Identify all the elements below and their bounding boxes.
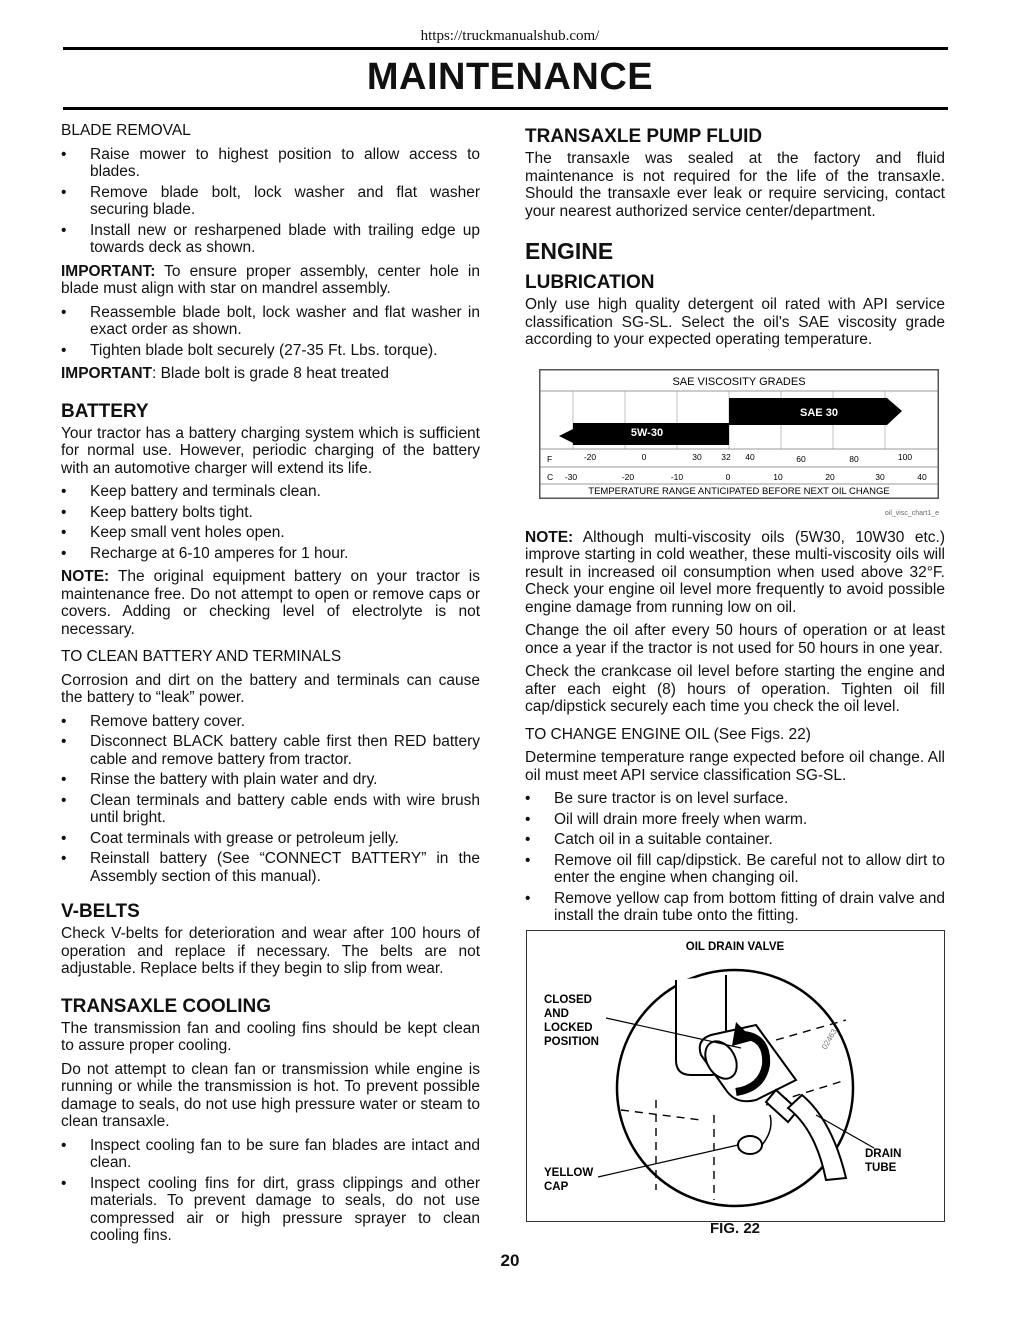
svg-text:TUBE: TUBE — [865, 1162, 897, 1174]
list-item: • Tighten blade bolt securely (27-35 Ft. Lbs. torque). — [61, 342, 480, 360]
c-tick: -10 — [670, 471, 684, 482]
c-tick: 10 — [773, 471, 783, 482]
viscosity-chart-code: oil_visc_chart1_e — [884, 510, 939, 517]
blade-removal-heading: BLADE REMOVAL — [61, 122, 191, 139]
change-oil-intro: Determine temperature range expected before oil change. All oil must meet API service classification SG-SL. — [525, 749, 945, 784]
svg-text:CLOSED: CLOSED — [544, 994, 592, 1006]
viscosity-chart-graphic — [539, 369, 939, 499]
list-item: • Rinse the battery with plain water and dry. — [61, 771, 480, 789]
list-item: • Oil will drain more freely when warm. — [525, 811, 945, 829]
battery-intro: Your tractor has a battery charging system which is sufficient for normal use. However, periodic charging of the battery with an automotive charger will extend its life. — [61, 424, 480, 477]
battery-note: NOTE: The original equipment battery on your tractor is maintenance free. Do not attempt to open or remove caps or covers. Adding or checking level of electrolyte is not necessary. — [61, 568, 480, 638]
c-tick: -20 — [621, 471, 635, 482]
svg-text:POSITION: POSITION — [544, 1036, 599, 1048]
transaxle-cooling-p1: The transmission fan and cooling fins should be kept clean to assure proper cooling. — [61, 1019, 480, 1054]
clean-battery-intro: Corrosion and dirt on the battery and terminals can cause the battery to “leak” power. — [61, 671, 480, 706]
change-oil-list — [525, 790, 945, 925]
oil-drain-illustration — [526, 930, 946, 1222]
oil-drain-figure — [526, 930, 946, 1227]
f-tick: -20 — [583, 451, 597, 462]
list-item: • Keep small vent holes open. — [61, 524, 480, 542]
list-item: • Remove battery cover. — [61, 713, 480, 731]
list-item: • Remove yellow cap from bottom fitting of drain valve and install the drain tube onto the fitting. — [525, 890, 945, 925]
list-item: • Keep battery and terminals clean. — [61, 483, 480, 501]
battery-list-2 — [61, 713, 480, 886]
figure-caption: FIG. 22 — [709, 1220, 761, 1237]
engine-note: NOTE: Although multi-viscosity oils (5W30, 10W30 etc.) improve starting in cold weather, these multi-viscosity oils will result in increased oil consumption when used above 32°F. Check your engine oil level more frequently to avoid possible engine damage from running low on oil. — [525, 528, 945, 616]
list-item: • Clean terminals and battery cable ends with wire brush until bright. — [61, 792, 480, 827]
c-tick: 30 — [875, 471, 885, 482]
lubrication-heading: LUBRICATION — [525, 272, 655, 293]
svg-text:CAP: CAP — [544, 1181, 569, 1193]
f-tick: 60 — [796, 453, 806, 464]
sae30-label: SAE 30 — [800, 406, 838, 419]
part-code: 02463 — [819, 1027, 839, 1051]
viscosity-chart-footer: TEMPERATURE RANGE ANTICIPATED BEFORE NEXT OIL CHANGE — [588, 485, 890, 497]
important-blade-alignment: IMPORTANT: To ensure proper assembly, center hole in blade must align with star on mandrel assembly. — [61, 262, 480, 297]
clean-battery-heading: TO CLEAN BATTERY AND TERMINALS — [61, 648, 342, 665]
list-item: • Remove oil fill cap/dipstick. Be careful not to allow dirt to enter the engine when changing oil. — [525, 852, 945, 887]
transaxle-cooling-heading: TRANSAXLE COOLING — [61, 995, 272, 1017]
left-column — [61, 122, 480, 1251]
yellow-cap — [738, 1136, 762, 1154]
f-tick: 32 — [721, 451, 731, 462]
c-tick: 40 — [917, 471, 927, 482]
transaxle-cooling-list — [61, 1137, 480, 1245]
c-label: C — [547, 471, 554, 482]
list-item: • Inspect cooling fins for dirt, grass clippings and other materials. To prevent damage to seals, do not use compressed air or high pressure sprayer to clean cooling fins. — [61, 1175, 480, 1245]
list-item: • Raise mower to highest position to allow access to blades. — [61, 146, 480, 181]
transaxle-cooling-p2: Do not attempt to clean fan or transmission while engine is running or while the transmission is hot. To prevent possible damage to seals, do not use high pressure water or steam to clean transaxle. — [61, 1060, 480, 1130]
vbelts-heading: V-BELTS — [61, 901, 140, 922]
f-tick: 0 — [641, 451, 647, 462]
f-tick: 80 — [849, 453, 859, 464]
pump-fluid-heading: TRANSAXLE PUMP FLUID — [525, 126, 763, 147]
lubrication-text: Only use high quality detergent oil rated with API service classification SG-SL. Select the oil's SAE viscosity grade according to your expected operating temperature. — [525, 296, 945, 348]
blade-removal-list-1 — [61, 146, 480, 257]
c-tick: 0 — [725, 471, 731, 482]
battery-heading: BATTERY — [61, 400, 149, 422]
list-item: • Install new or resharpened blade with trailing edge up towards deck as shown. — [61, 222, 480, 257]
list-item: • Remove blade bolt, lock washer and flat washer securing blade. — [61, 184, 480, 219]
svg-text:DRAIN: DRAIN — [865, 1148, 902, 1160]
5w30-label: 5W-30 — [630, 426, 664, 439]
oil-check-interval: Check the crankcase oil level before starting the engine and after each eight (8) hours of operation. Tighten oil fill cap/dipstick securely each time you check the oil level. — [525, 663, 945, 715]
svg-text:LOCKED: LOCKED — [544, 1022, 593, 1034]
battery-list-1 — [61, 483, 480, 562]
f-label: F — [547, 453, 553, 464]
change-oil-heading: TO CHANGE ENGINE OIL (See Figs. 22) — [525, 725, 811, 743]
list-item: • Disconnect BLACK battery cable first then RED battery cable and remove battery from tractor. — [61, 733, 480, 768]
source-url: https://truckmanualshub.com/ — [420, 28, 600, 44]
list-item: • Coat terminals with grease or petroleum jelly. — [61, 830, 480, 848]
blade-removal-list-2 — [61, 304, 480, 360]
list-item: • Be sure tractor is on level surface. — [525, 790, 945, 808]
list-item: • Recharge at 6-10 amperes for 1 hour. — [61, 545, 480, 563]
svg-text:AND: AND — [544, 1008, 569, 1020]
viscosity-chart-title: SAE VISCOSITY GRADES — [672, 375, 806, 388]
f-tick: 30 — [692, 451, 702, 462]
oil-change-interval: Change the oil after every 50 hours of operation or at least once a year if the tractor is not used for 50 hours in one year. — [525, 622, 945, 657]
page-title: MAINTENANCE — [366, 56, 654, 98]
list-item: • Keep battery bolts tight. — [61, 504, 480, 522]
important-blade-grade: IMPORTANT: Blade bolt is grade 8 heat treated — [61, 365, 389, 382]
c-tick: -30 — [564, 471, 578, 482]
pump-fluid-text: The transaxle was sealed at the factory and fluid maintenance is not required for the life of the transaxle. Should the transaxle ever leak or require servicing, contact your nearest authorized service center/department. — [525, 150, 945, 220]
viscosity-chart — [525, 355, 945, 523]
page-number: 20 — [500, 1251, 520, 1270]
f-tick: 40 — [745, 451, 755, 462]
list-item: • Reinstall battery (See “CONNECT BATTERY” in the Assembly section of this manual). — [61, 850, 480, 885]
engine-heading: ENGINE — [525, 238, 614, 264]
svg-text:YELLOW: YELLOW — [544, 1167, 594, 1179]
c-tick: 20 — [825, 471, 835, 482]
list-item: • Inspect cooling fan to be sure fan blades are intact and clean. — [61, 1137, 480, 1172]
list-item: • Reassemble blade bolt, lock washer and flat washer in exact order as shown. — [61, 304, 480, 339]
title-rule — [63, 107, 948, 110]
vbelts-text: Check V-belts for deterioration and wear after 100 hours of operation and replace if necessary. The belts are not adjustable. Replace belts if they begin to slip from wear. — [61, 925, 480, 977]
right-column — [525, 126, 945, 931]
figure-title: OIL DRAIN VALVE — [685, 941, 785, 953]
f-tick: 100 — [897, 451, 913, 462]
top-rule — [63, 47, 948, 50]
list-item: • Catch oil in a suitable container. — [525, 831, 945, 849]
